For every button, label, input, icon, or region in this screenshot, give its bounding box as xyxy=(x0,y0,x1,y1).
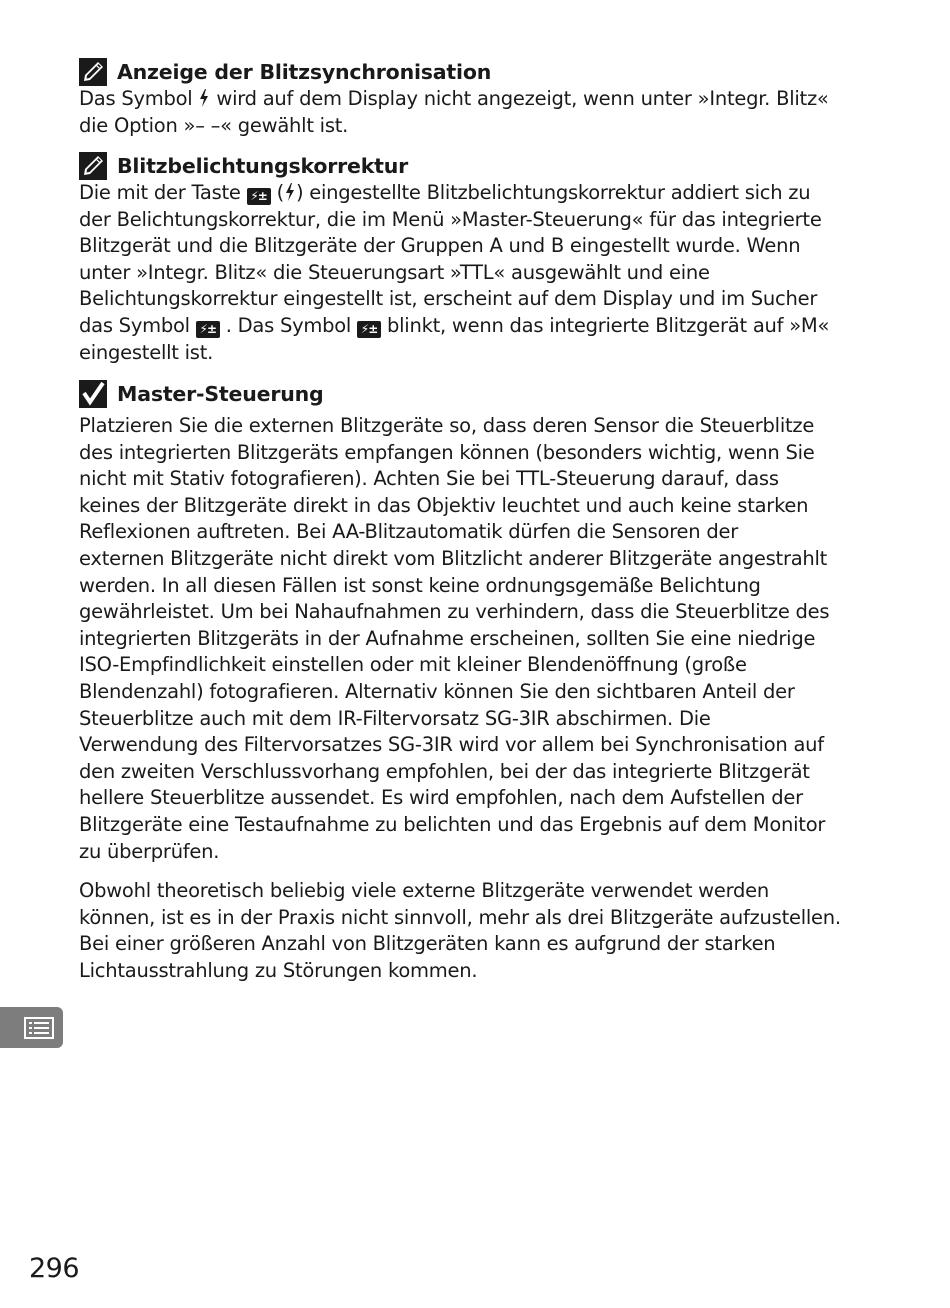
caution-heading xyxy=(79,380,859,408)
pencil-note-icon xyxy=(79,58,107,86)
menu-list-icon xyxy=(24,1017,54,1039)
flash-compensation-symbol-icon: ⚡± xyxy=(196,321,220,338)
flash-compensation-symbol-icon: ⚡± xyxy=(357,321,381,338)
note-flash-compensation xyxy=(79,152,859,366)
checkmark-caution-icon xyxy=(79,380,107,408)
note-heading xyxy=(79,152,859,180)
pencil-note-icon xyxy=(79,152,107,180)
note-body: Das Symbol wird auf dem Display nicht angezeigt, wenn unter »Integr. Blitz« die Option »– –« gewählt ist. xyxy=(79,87,829,137)
note-title: Anzeige der Blitzsynchronisation xyxy=(117,60,492,84)
caution-paragraph-2: Obwohl theoretisch beliebig viele externe Blitzgeräte verwendet werden können, ist es in der Praxis nicht sinnvoll, mehr als drei Blitzgeräte aufzustellen. Bei einer größeren Anzahl von Blitzgeräten kann es aufgrund der starken Lichtausstrahlung zu Störungen kommen. xyxy=(79,879,841,982)
caution-title: Master-Steuerung xyxy=(117,382,324,406)
caution-paragraph-1: Platzieren Sie die externen Blitzgeräte so, dass deren Sensor die Steuerblitze des integrierten Blitzgeräts empfangen können (besonders wichtig, wenn Sie nicht mit Stativ fotografieren). Achten Sie bei TTL-Steuerung darauf, dass keines der Blitzgeräte direkt in das Objektiv leuchtet und auch keine starken Reflexionen auftreten. Bei AA-Blitzautomatik dürfen die Sensoren der externen Blitzgeräte nicht direkt vom Blitzlicht anderer Blitzgeräte angestrahlt werden. In all diesen Fällen ist sonst keine ordnungsgemäße Belichtung gewährleistet. Um bei Nahaufnahmen zu verhindern, dass die Steuerblitze des integrierten Blitzgeräts in der Aufnahme erscheinen, sollten Sie eine niedrige ISO-Empfindlichkeit einstellen oder mit kleiner Blendenöffnung (große Blendenzahl) fotografieren. Alternativ können Sie den sichtbaren Anteil der Steuerblitze auch mit dem IR-Filtervorsatz SG-3IR abschirmen. Die Verwendung des Filtervorsatzes SG-3IR wird vor allem bei Synchronisation auf den zweiten Verschlussvorhang empfohlen, bei der das integrierte Blitzgerät hellere Steuerblitze aussendet. Es wird empfohlen, nach dem Aufstellen der Blitzgeräte eine Testaufnahme zu belichten und das Ergebnis auf dem Monitor zu überprüfen. xyxy=(79,414,830,863)
note-heading xyxy=(79,58,859,86)
flash-bolt-icon xyxy=(198,88,210,108)
page-number: 296 xyxy=(29,1253,80,1284)
section-tab[interactable] xyxy=(0,1007,63,1048)
caution-master-control xyxy=(79,380,859,984)
note-title: Blitzbelichtungskorrektur xyxy=(117,154,409,178)
flash-compensation-button-icon: ⚡± xyxy=(247,188,271,205)
note-body: Die mit der Taste ⚡± ( ) eingestellte Blitzbelichtungskorrektur addiert sich zu der Belichtungskorrektur, die im Menü »Master-Steuerung« für das integrierte Blitzgerät und die Blitzgeräte der Gruppen A und B eingestellt wurde. Wenn unter »Integr. Blitz« die Steuerungsart »TTL« ausgewählt und eine Belichtungskorrektur eingestellt ist, erscheint auf dem Display und im Sucher das Symbol ⚡± . Das Symbol ⚡± blinkt, wenn das integrierte Blitzgerät auf »M« eingestellt ist. xyxy=(79,181,830,364)
flash-bolt-icon xyxy=(284,182,296,202)
note-flash-sync xyxy=(79,58,859,139)
